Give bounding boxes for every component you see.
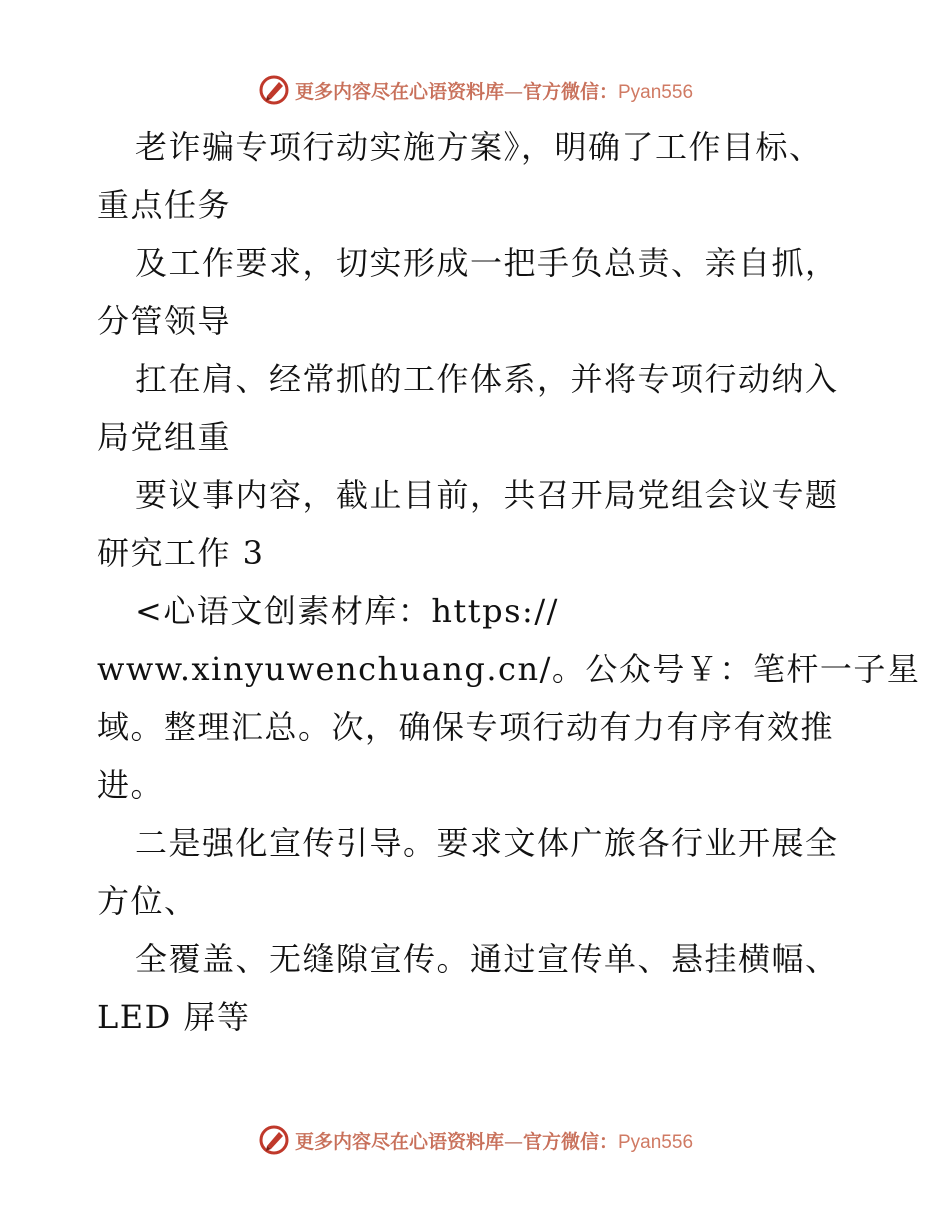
text-line: 老诈骗专项行动实施方案》，明确了工作目标、 xyxy=(135,128,823,166)
banner-text: 更多内容尽在心语资料库—官方微信：Pyan556 xyxy=(294,1130,694,1153)
text-line: 研究工作 3 xyxy=(97,534,265,572)
pen-logo-icon xyxy=(257,73,291,107)
text-line: LED 屏等 xyxy=(97,998,251,1036)
text-line: 域。整理汇总。次，确保专项行动有力有序有效推 xyxy=(97,708,835,746)
text-line: 重点任务 xyxy=(97,186,232,224)
document-body xyxy=(97,118,921,1046)
pen-logo-icon xyxy=(257,1123,291,1157)
text-line: 二是强化宣传引导。要求文体广旅各行业开展全 xyxy=(135,824,839,862)
text-line: www.xinyuwenchuang.cn/。公众号￥：笔杆一子星 xyxy=(97,650,921,688)
text-line: 进。 xyxy=(97,766,165,804)
text-line: 要议事内容，截止目前，共召开局党组会议专题 xyxy=(135,476,839,514)
text-line: 及工作要求，切实形成一把手负总责、亲自抓， xyxy=(135,244,839,282)
text-line: 扛在肩、经常抓的工作体系，并将专项行动纳入 xyxy=(135,360,839,398)
text-line: 方位、 xyxy=(97,882,198,920)
banner-text: 更多内容尽在心语资料库—官方微信：Pyan556 xyxy=(294,80,694,103)
footer-banner xyxy=(0,1120,950,1160)
header-banner xyxy=(0,70,950,110)
text-line: 局党组重 xyxy=(97,418,232,456)
text-line: <心语文创素材库：https:// xyxy=(135,592,559,630)
text-line: 全覆盖、无缝隙宣传。通过宣传单、悬挂横幅、 xyxy=(135,940,839,978)
text-line: 分管领导 xyxy=(97,302,232,340)
